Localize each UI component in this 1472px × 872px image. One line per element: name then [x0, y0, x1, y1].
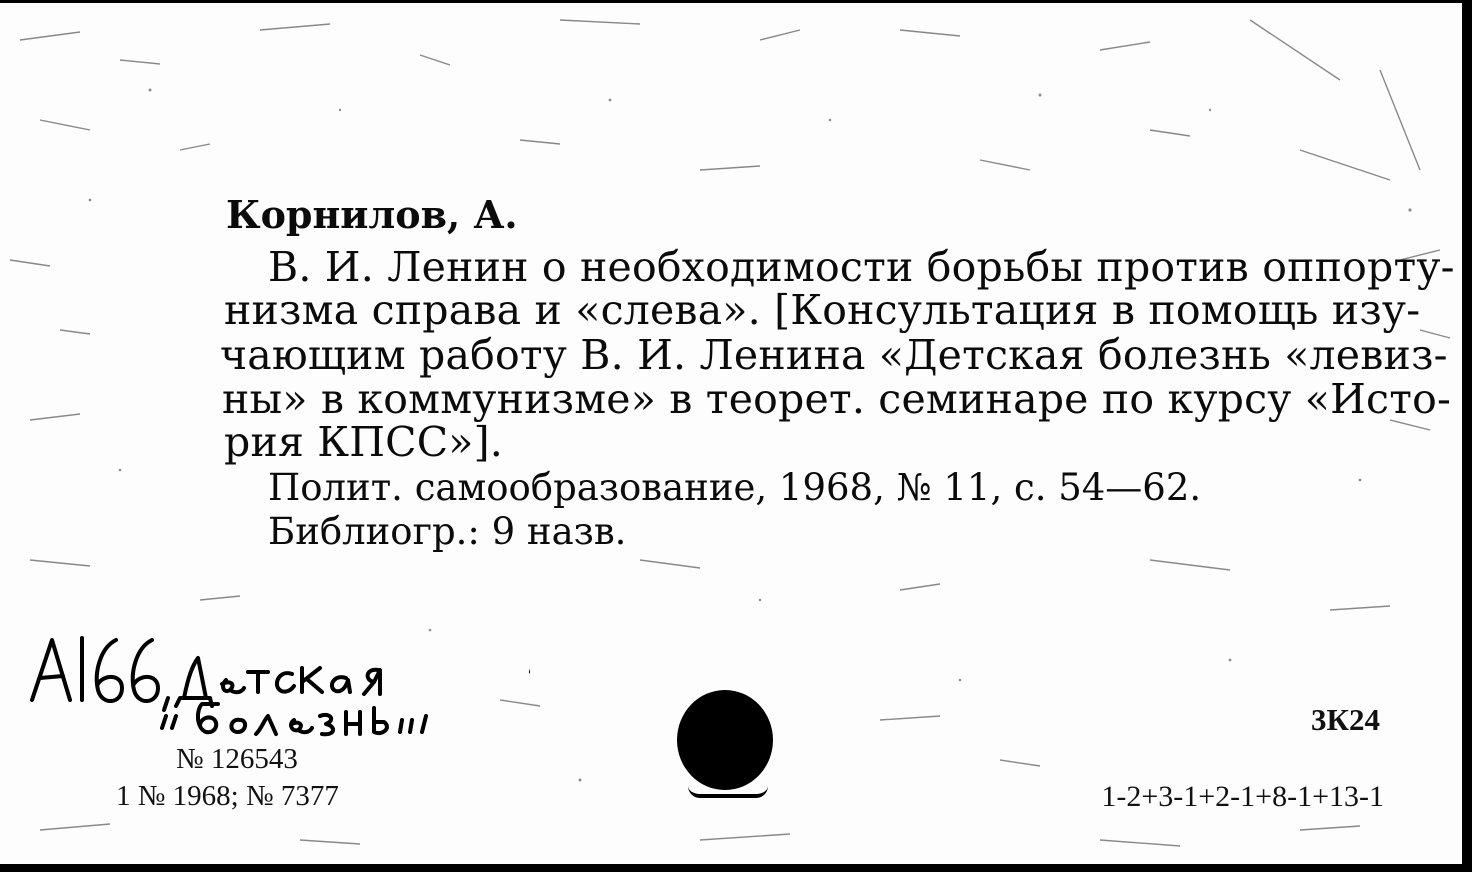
card-title-line: ны» в коммунизме» в теорет. семинаре по курсу «Исто- [222, 375, 1452, 423]
accession-number: № 126543 [176, 743, 298, 775]
card-title-line: В. И. Ленин о необходимости борьбы против оппорту- [268, 243, 1455, 291]
punch-hole [677, 690, 773, 790]
handwritten-note [30, 628, 530, 748]
card-title-line: низма справа и «слева». [Консультация в помощь изу- [224, 286, 1421, 334]
classification-code: 3К24 [1311, 702, 1380, 737]
scan-edge-top [0, 0, 1472, 3]
punch-hole-smudge [688, 786, 768, 798]
card-source: Полит. самообразование, 1968, № 11, с. 54—62. [268, 466, 1202, 509]
card-title-line: чающим работу В. И. Ленина «Детская болезнь «левиз- [220, 331, 1448, 379]
card-author: Корнилов, А. [226, 192, 518, 237]
card-bibliography: Библиогр.: 9 назв. [268, 510, 627, 553]
card-title-line: рия КПСС»]. [224, 418, 504, 466]
scan-edge-right [1462, 0, 1472, 872]
scan-edge-bottom [0, 864, 1472, 872]
issue-reference: 1 № 1968; № 7377 [116, 780, 339, 812]
count-formula: 1-2+3-1+2-1+8-1+13-1 [1101, 780, 1384, 813]
